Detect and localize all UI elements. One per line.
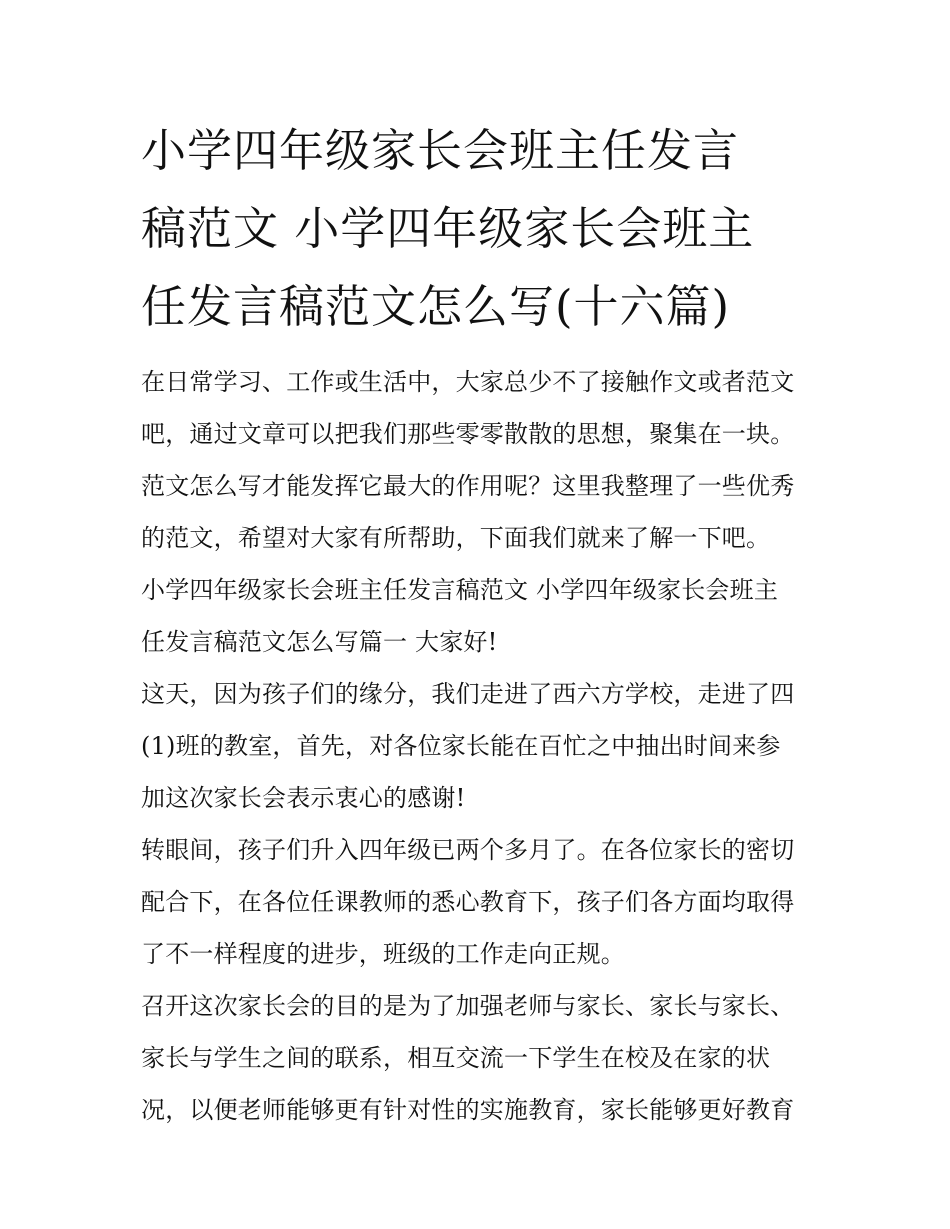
body-line: 小学四年级家长会班主任发言稿范文 小学四年级家长会班主 [141, 576, 779, 604]
body-line: 吧，通过文章可以把我们那些零零散散的思想，聚集在一块。 [141, 420, 795, 448]
body-line: 加这次家长会表示衷心的感谢! [141, 784, 466, 812]
body-line: 的范文，希望对大家有所帮助，下面我们就来了解一下吧。 [141, 524, 771, 552]
title-line-1: 小学四年级家长会班主任发言 [141, 124, 740, 177]
body-line: 转眼间，孩子们升入四年级已两个多月了。在各位家长的密切 [141, 836, 795, 864]
document-body [141, 356, 821, 1136]
body-line: 况，以便老师能够更有针对性的实施教育，家长能够更好教育 [141, 1096, 795, 1124]
body-line: 了不一样程度的进步，班级的工作走向正规。 [141, 940, 625, 968]
body-line: 召开这次家长会的目的是为了加强老师与家长、家长与家长、 [141, 992, 795, 1020]
body-line: 家长与学生之间的联系，相互交流一下学生在校及在家的状 [141, 1044, 771, 1072]
body-line: 任发言稿范文怎么写篇一 大家好! [141, 628, 498, 656]
title-line-3: 任发言稿范文怎么写(十六篇) [141, 280, 731, 333]
document-title [141, 112, 821, 346]
body-line: 在日常学习、工作或生活中，大家总少不了接触作文或者范文 [141, 368, 795, 396]
body-line: (1)班的教室，首先，对各位家长能在百忙之中抽出时间来参 [141, 732, 781, 760]
document-page [141, 112, 821, 1136]
body-line: 配合下，在各位任课教师的悉心教育下，孩子们各方面均取得 [141, 888, 795, 916]
body-line: 范文怎么写才能发挥它最大的作用呢？这里我整理了一些优秀 [141, 472, 795, 500]
body-line: 这天，因为孩子们的缘分，我们走进了西六方学校，走进了四 [141, 680, 795, 708]
title-line-2: 稿范文 小学四年级家长会班主 [141, 202, 755, 255]
